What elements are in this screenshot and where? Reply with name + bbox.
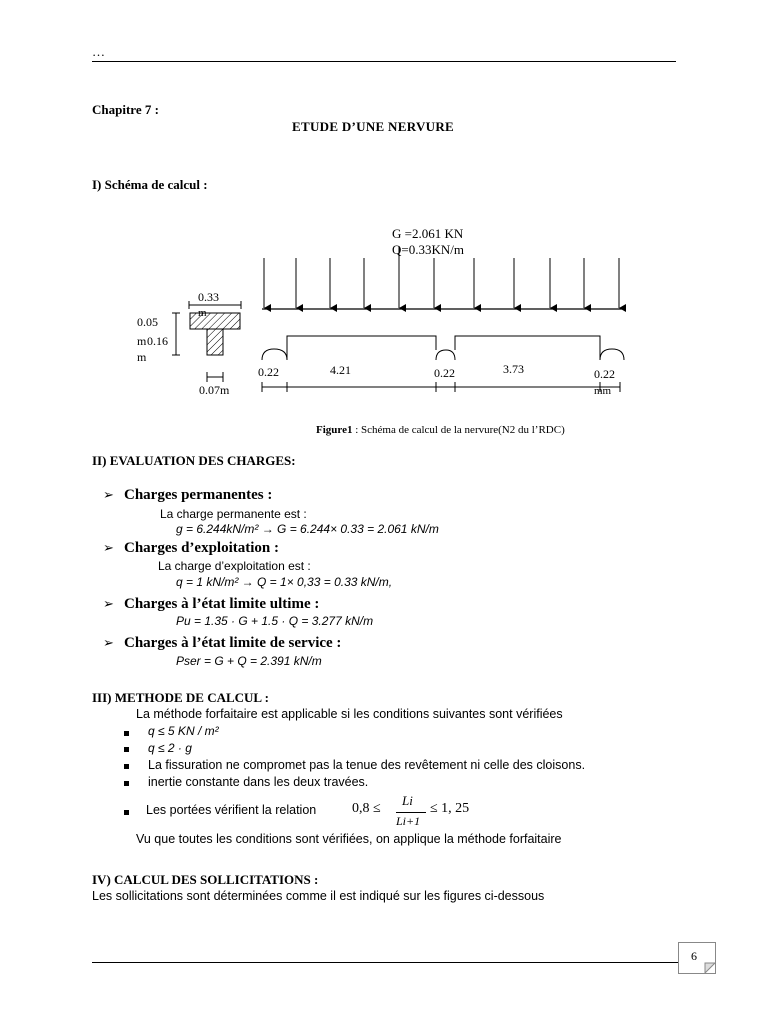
dim-web: 0.07m — [199, 383, 230, 397]
relation-text: Les portées vérifient la relation — [146, 803, 317, 817]
condition-item: q ≤ 2 · g — [148, 741, 192, 755]
span2-outline — [455, 336, 600, 360]
support2-dim: 0.22 — [434, 366, 455, 380]
section3-conclusion: Vu que toutes les conditions sont vérifiées, on applique la méthode forfaitaire — [136, 832, 562, 846]
charge-formula: Pser = G + Q = 2.391 kN/m — [176, 654, 322, 668]
figure-caption-label: Figure1 — [316, 424, 353, 436]
condition-item: q ≤ 5 KN / m² — [148, 724, 219, 738]
arrow-bullet-icon: ➢ — [103, 636, 114, 651]
relation-left: 0,8 ≤ — [352, 801, 381, 816]
support-2 — [436, 350, 455, 360]
arrow-bullet-icon: ➢ — [103, 597, 114, 612]
support1-dim: 0.22 — [258, 365, 279, 379]
condition-item: La fissuration ne compromet pas la tenue des revêtement ni celle des cloisons. — [148, 758, 586, 772]
charge-formula: g = 6.244kN/m² → G = 6.244× 0.33 = 2.061 kN/m — [176, 522, 439, 536]
charge-title: Charges à l’état limite ultime : — [124, 596, 320, 612]
arrow-bullet-icon: ➢ — [103, 541, 114, 556]
dim-height-unit: m — [137, 350, 147, 364]
chapter-label: Chapitre 7 : — [92, 102, 159, 117]
relation-right: ≤ 1, 25 — [430, 801, 470, 816]
beam-diagram — [0, 0, 768, 420]
chapter-title: ETUDE D’UNE NERVURE — [292, 119, 454, 134]
section3-heading: III) METHODE DE CALCUL : — [92, 690, 269, 705]
load-q-label: Q=0.33KN/m — [392, 242, 464, 257]
square-bullet-icon — [124, 810, 129, 815]
footer-rule — [92, 962, 678, 963]
span1-dim: 4.21 — [330, 363, 351, 377]
charge-formula: q = 1 kN/m² → Q = 1× 0,33 = 0.33 kN/m, — [176, 575, 393, 589]
tsection-web — [207, 329, 223, 355]
span2-dim: 3.73 — [503, 362, 524, 376]
square-bullet-icon — [124, 731, 129, 736]
support3-unit: mm — [594, 385, 612, 397]
section1-heading: I) Schéma de calcul : — [92, 177, 208, 192]
charge-desc: La charge d’exploitation est : — [158, 559, 311, 573]
support3-dim: 0.22 — [594, 367, 615, 381]
load-g-label: G =2.061 KN — [392, 226, 464, 241]
square-bullet-icon — [124, 747, 129, 752]
charge-desc: La charge permanente est : — [160, 507, 307, 521]
charge-title: Charges permanentes : — [124, 487, 273, 503]
square-bullet-icon — [124, 764, 129, 769]
relation-denominator: Li+1 — [396, 814, 421, 828]
span1-outline — [287, 336, 436, 360]
dim-flange: 0.05 — [137, 315, 158, 329]
support-3 — [600, 349, 624, 360]
arrow-bullet-icon: ➢ — [103, 488, 114, 503]
figure-caption-text: : Schéma de calcul de la nervure(N2 du l’RDC) — [352, 424, 565, 436]
dim-top-width: 0.33 — [198, 290, 219, 304]
condition-item: inertie constante dans les deux travées. — [148, 775, 369, 789]
page-number: 6 — [691, 949, 697, 963]
dim-height: 0.16 — [147, 334, 168, 348]
header-ellipsis: … — [92, 44, 105, 59]
figure-caption — [316, 424, 565, 436]
dim-height-prefix: m — [137, 334, 147, 348]
charge-title: Charges d’exploitation : — [124, 540, 279, 556]
section4-text: Les sollicitations sont déterminées comme il est indiqué sur les figures ci-dessous — [92, 889, 545, 903]
support-1 — [262, 349, 287, 360]
charge-formula: Pu = 1.35 · G + 1.5 · Q = 3.277 kN/m — [176, 614, 374, 628]
relation-numerator: Li — [402, 793, 413, 808]
section3-intro: La méthode forfaitaire est applicable si les conditions suivantes sont vérifiées — [136, 707, 563, 721]
section4-heading: IV) CALCUL DES SOLLICITATIONS : — [92, 872, 319, 887]
square-bullet-icon — [124, 781, 129, 786]
dim-top-unit: m — [198, 307, 207, 319]
page-number-box — [678, 942, 716, 974]
fraction-bar — [396, 812, 426, 813]
section2-heading: II) EVALUATION DES CHARGES: — [92, 453, 296, 468]
charge-title: Charges à l’état limite de service : — [124, 635, 342, 651]
